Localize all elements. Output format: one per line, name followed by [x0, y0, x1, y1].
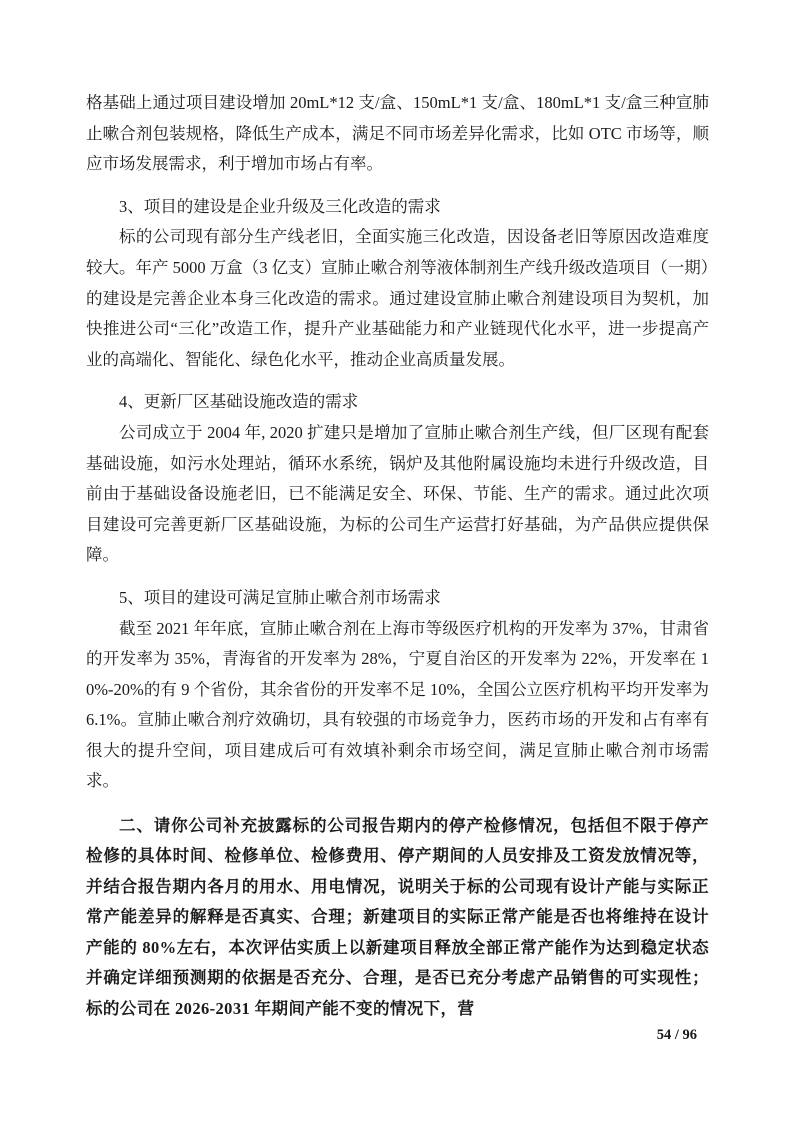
question-paragraph-2: 二、请你公司补充披露标的公司报告期内的停产检修情况，包括但不限于停产检修的具体时间、检修单位、检修费用、停产期间的人员安排及工资发放情况等，并结合报告期内各月的用水、用电情况，说明关于标的公司现有设计产能与实际正常产能差异的解释是否真实、合理；新建项目的实际正常产能是否也将维持在设计产能的 80%左右，本次评估实质上以新建项目释放全部正常产能作为达到稳定状态并确定详细预测期的依据是否充分、合理，是否已充分考虑产品销售的可实现性；标的公司在 2026-2031 年期间产能不变的情况下，营: [86, 816, 709, 1018]
page-number: 54 / 96: [656, 1026, 697, 1043]
body-paragraph-section-3: 标的公司现有部分生产线老旧，全面实施三化改造，因设备老旧等原因改造难度较大。年产 5000 万盒（3 亿支）宣肺止嗽合剂等液体制剂生产线升级改造项目（一期）的建设是完善企业本身三化改造的需求。通过建设宣肺止嗽合剂建设项目为契机，加快推进公司“三化”改造工作，提升产业基础能力和产业链现代化水平，进一步提高产业的高端化、智能化、绿色化水平，推动企业高质量发展。: [86, 227, 709, 369]
section-heading-4: 4、更新厂区基础设施改造的需求: [119, 392, 359, 412]
body-paragraph-section-4: 公司成立于 2004 年, 2020 扩建只是增加了宣肺止嗽合剂生产线，但厂区现有配套基础设施，如污水处理站，循环水系统，锅炉及其他附属设施均未进行升级改造，目前由于基础设备设施老旧，已不能满足安全、环保、节能、生产的需求。通过此次项目建设可完善更新厂区基础设施，为标的公司生产运营打好基础，为产品供应提供保障。: [86, 422, 709, 565]
section-heading-5: 5、项目的建设可满足宣肺止嗽合剂市场需求: [119, 587, 441, 607]
section-heading-3: 3、项目的建设是企业升级及三化改造的需求: [119, 196, 441, 216]
body-paragraph-continuation: 格基础上通过项目建设增加 20mL*12 支/盒、150mL*1 支/盒、180mL*1 支/盒三种宣肺止嗽合剂包装规格，降低生产成本，满足不同市场差异化需求，比如 OTC 市场等，顺应市场发展需求，利于增加市场占有率。: [86, 93, 709, 174]
body-paragraph-section-5: 截至 2021 年年底，宣肺止嗽合剂在上海市等级医疗机构的开发率为 37%，甘肃省的开发率为 35%，青海省的开发率为 28%，宁夏自治区的开发率为 22%，开发率在 10%-20%的有 9 个省份，其余省份的开发率不足 10%，全国公立医疗机构平均开发率为 6.1%。宣肺止嗽合剂疗效确切，具有较强的市场竞争力，医药市场的开发和占有率有很大的提升空间，项目建成后可有效填补剩余市场空间，满足宣肺止嗽合剂市场需求。: [86, 618, 709, 791]
